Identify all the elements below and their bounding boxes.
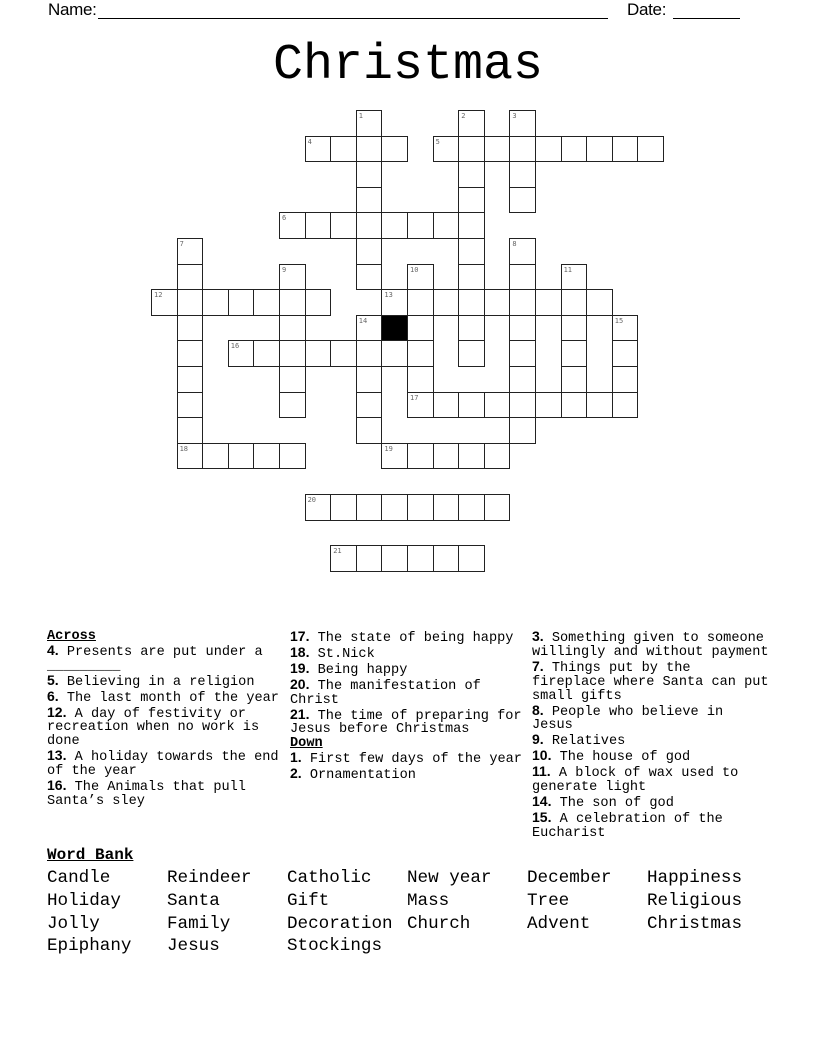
word-bank-item: Tree [527,890,570,911]
grid-cell[interactable] [407,545,434,572]
word-bank-item: Jolly [47,913,100,934]
grid-cell[interactable] [586,392,613,419]
grid-cell[interactable] [407,315,434,342]
grid-cell[interactable] [407,443,434,470]
clue-text: First few days of the year [309,752,522,768]
clue-text: The manifestation of Christ [290,678,481,708]
word-bank-item: Church [407,913,471,934]
cell-number: 17 [410,393,419,402]
grid-cell[interactable] [458,494,485,521]
word-bank-item: Stockings [287,936,383,957]
clue-number: 7. [532,657,544,674]
grid-cell[interactable] [586,136,613,163]
grid-cell[interactable] [202,289,229,316]
grid-cell[interactable] [561,392,588,419]
grid-cell[interactable] [305,212,332,239]
clue-text: The time of preparing for Jesus before Christmas [290,708,522,738]
grid-cell[interactable] [381,136,408,163]
grid-cell[interactable] [228,340,255,367]
clue-number: 19. [290,659,310,676]
clue-text: Being happy [317,662,408,678]
clue-number: 5. [47,671,59,688]
word-bank-item: Epiphany [47,936,132,957]
clue-number: 11. [532,763,551,780]
cell-number: 12 [154,291,163,300]
clue-text: Things put by the fireplace where Santa can put small gifts [532,660,769,704]
grid-cell[interactable] [356,340,383,367]
grid-cell[interactable] [586,289,613,316]
clue-text: Ornamentation [309,768,416,784]
clue-text: A block of wax used to generate light [532,766,739,796]
grid-cell[interactable] [356,315,383,342]
clue-text: People who believe in Jesus [532,704,724,734]
grid-cell[interactable] [356,264,383,291]
grid-cell[interactable] [509,315,536,342]
grid-cell[interactable] [330,545,357,572]
grid-cell[interactable] [433,212,460,239]
grid-cell[interactable] [177,264,204,291]
down-clue [290,751,530,767]
grid-cell[interactable] [356,545,383,572]
grid-cell[interactable] [305,494,332,521]
grid-cell[interactable] [509,340,536,367]
word-bank-item: Jesus [167,936,220,957]
grid-cell[interactable] [177,315,204,342]
grid-cell[interactable] [561,289,588,316]
grid-cell[interactable] [458,212,485,239]
grid-cell[interactable] [433,136,460,163]
grid-cell[interactable] [356,136,383,163]
grid-cell[interactable] [279,392,306,419]
grid-cell[interactable] [561,264,588,291]
down-clue [532,733,772,749]
grid-cell[interactable] [433,289,460,316]
cell-number: 14 [358,316,368,325]
across-clue [290,675,530,708]
across-clue [290,643,530,662]
grid-cell[interactable] [330,340,357,367]
grid-cell[interactable] [228,443,255,470]
grid-cell[interactable] [381,443,408,470]
word-bank-item: Holiday [47,890,121,911]
cell-number: 20 [307,496,317,504]
grid-cell[interactable] [279,366,306,393]
word-bank-item: Catholic [287,868,372,888]
grid-cell[interactable] [561,366,588,393]
grid-cell[interactable] [356,494,383,521]
grid-cell[interactable] [407,366,434,393]
down-clue [532,808,772,841]
cell-number: 9 [282,265,287,274]
clue-number: 3. [532,628,544,644]
grid-cell[interactable] [305,289,332,316]
across-clue [47,703,287,750]
clue-number: 4. [47,641,59,658]
word-bank-item: December [527,868,612,888]
grid-cell[interactable] [177,366,204,393]
grid-cell[interactable] [407,264,434,291]
word-bank-item: Happiness [647,868,743,888]
grid-cell[interactable] [458,443,485,470]
cell-number: 15 [614,316,624,325]
word-bank-item: Christmas [647,913,743,934]
clue-text: A celebration of the Eucharist [532,811,723,841]
across-clue [47,779,287,809]
grid-cell[interactable] [484,443,511,470]
cell-number: 4 [307,137,312,146]
grid-cell[interactable] [458,392,485,419]
grid-cell[interactable] [561,340,588,367]
grid-cell[interactable] [177,289,204,316]
clue-text: The last month of the year [66,690,279,706]
cell-number: 13 [384,291,393,300]
word-bank-item: Religious [647,890,743,911]
across-clue [290,630,530,646]
clue-text: Relatives [551,734,626,750]
across-clue [290,659,530,678]
grid-cell[interactable] [458,264,485,291]
clue-text: Presents are put under a _________ [47,644,263,674]
grid-cell[interactable] [253,443,280,470]
clue-number: 18. [290,643,310,660]
clue-text: The Animals that pull Santa’s sley [47,780,246,809]
word-bank-item: Candle [47,868,111,888]
clue-text: The state of being happy [317,631,514,646]
grid-cell[interactable] [458,161,485,188]
clue-number: 6. [47,687,59,704]
grid-cell[interactable] [305,340,332,367]
grid-cell[interactable] [612,136,639,163]
grid-cell[interactable] [458,289,485,316]
clue-number: 20. [290,675,310,692]
grid-cell[interactable] [279,289,306,316]
down-clue [532,657,772,704]
across-clue [290,705,530,738]
grid-cell[interactable] [330,136,357,163]
name-label: Name: [48,0,97,19]
cell-number: 3 [512,112,517,120]
puzzle-title: Christmas [272,37,544,94]
grid-cell[interactable] [407,212,434,239]
blocked-cell [381,315,408,342]
cell-number: 5 [435,137,440,146]
grid-cell[interactable] [356,417,383,444]
word-bank-item: Family [167,913,231,934]
across-clue [47,687,287,706]
grid-cell[interactable] [356,238,383,265]
clue-number: 17. [290,628,310,644]
word-bank-item: Gift [287,890,330,911]
grid-cell[interactable] [484,289,511,316]
clue-number: 8. [532,701,544,718]
grid-cell[interactable] [356,161,383,188]
grid-cell[interactable] [356,187,383,214]
grid-cell[interactable] [458,315,485,342]
clue-number: 9. [532,731,544,748]
clue-text: A day of festivity or recreation when no work is done [47,706,260,750]
grid-cell[interactable] [279,264,306,291]
word-bank-item: Advent [527,913,591,934]
cell-number: 1 [358,112,364,120]
grid-cell[interactable] [458,545,485,572]
grid-cell[interactable] [612,340,639,367]
grid-cell[interactable] [637,136,664,163]
down-clue [532,701,772,734]
down-heading: Down [290,736,323,752]
down-clue [532,630,772,660]
across-clue [47,749,287,779]
grid-cell[interactable] [407,494,434,521]
grid-cell[interactable] [561,136,588,163]
clue-number: 16. [47,777,67,794]
down-clue [532,765,772,795]
cell-number: 21 [333,547,342,556]
clues-column-1 [47,630,287,809]
cell-number: 2 [461,112,466,120]
cell-number: 7 [179,240,184,248]
grid-cell[interactable] [202,443,229,470]
down-clue [290,767,530,783]
grid-cell[interactable] [509,187,536,214]
grid-cell[interactable] [177,417,204,444]
grid-cell[interactable] [484,392,511,419]
across-clue [47,671,287,690]
grid-cell[interactable] [381,289,408,316]
grid-cell[interactable] [535,392,562,419]
grid-cell[interactable] [407,340,434,367]
word-bank-item: Reindeer [167,868,252,888]
clue-number: 12. [47,703,67,720]
grid-cell[interactable] [279,315,306,342]
grid-cell[interactable] [151,289,178,316]
grid-cell[interactable] [509,264,536,291]
cell-number: 10 [410,265,419,274]
clues-column-2 [290,630,530,783]
grid-cell[interactable] [484,494,511,521]
grid-cell[interactable] [177,238,204,265]
word-bank-title: Word Bank [47,846,134,864]
clue-number: 21. [290,705,310,722]
grid-cell[interactable] [253,289,280,316]
across-heading: Across [47,629,96,644]
grid-cell[interactable] [509,366,536,393]
grid-cell[interactable] [433,494,460,521]
clue-number: 10. [532,747,552,764]
grid-cell[interactable] [381,494,408,521]
grid-cell[interactable] [509,289,536,316]
word-bank-item: New year [407,868,492,888]
word-bank-item: Decoration [287,913,393,934]
grid-cell[interactable] [381,545,408,572]
clue-text: Believing in a religion [66,674,255,690]
grid-cell[interactable] [356,392,383,419]
grid-cell[interactable] [509,136,536,163]
grid-cell[interactable] [433,443,460,470]
grid-cell[interactable] [279,212,306,239]
grid-cell[interactable] [381,340,408,367]
grid-cell[interactable] [330,212,357,239]
grid-cell[interactable] [433,545,460,572]
down-clue [532,749,772,765]
grid-cell[interactable] [177,443,204,470]
grid-cell[interactable] [407,289,434,316]
clue-number: 13. [47,747,67,764]
grid-cell[interactable] [509,238,536,265]
date-label: Date: [627,0,667,19]
clue-number: 14. [532,792,552,809]
grid-cell[interactable] [561,315,588,342]
cell-number: 19 [384,444,393,453]
grid-cell[interactable] [330,494,357,521]
clue-text: The son of god [559,795,674,811]
grid-cell[interactable] [535,136,562,163]
cell-number: 6 [282,214,287,223]
grid-cell[interactable] [509,161,536,188]
grid-cell[interactable] [484,136,511,163]
cell-number: 11 [563,265,573,274]
clues-column-3 [532,630,772,841]
clue-text: St.Nick [317,646,375,662]
clue-number: 15. [532,808,552,825]
across-clue [47,641,287,674]
grid-cell[interactable] [356,212,383,239]
grid-cell[interactable] [228,289,255,316]
grid-cell[interactable] [458,136,485,163]
grid-cell[interactable] [458,238,485,265]
grid-cell[interactable] [433,392,460,419]
grid-cell[interactable] [356,366,383,393]
grid-cell[interactable] [458,110,485,137]
grid-cell[interactable] [458,187,485,214]
grid-cell[interactable] [612,366,639,393]
grid-cell[interactable] [535,289,562,316]
clue-text: The house of god [559,750,691,766]
grid-cell[interactable] [612,392,639,419]
grid-cell[interactable] [509,392,536,419]
cell-number: 16 [230,342,240,351]
grid-cell[interactable] [458,340,485,367]
grid-cell[interactable] [381,212,408,239]
grid-cell[interactable] [253,340,280,367]
grid-cell[interactable] [407,392,434,419]
down-clue [532,792,772,811]
grid-cell[interactable] [177,340,204,367]
grid-cell[interactable] [509,417,536,444]
grid-cell[interactable] [356,110,383,137]
grid-cell[interactable] [509,110,536,137]
grid-cell[interactable] [279,443,306,470]
cell-number: 8 [512,240,517,248]
clue-text: A holiday towards the end of the year [47,750,279,780]
grid-cell[interactable] [279,340,306,367]
grid-cell[interactable] [177,392,204,419]
grid-cell[interactable] [612,315,639,342]
clue-number: 1. [290,749,302,766]
word-bank-item: Santa [167,890,220,911]
grid-cell[interactable] [305,136,332,163]
cell-number: 18 [179,444,189,453]
clue-text: Something given to someone willingly and without payment [532,631,769,660]
clue-number: 2. [290,765,302,782]
word-bank-item: Mass [407,890,450,911]
